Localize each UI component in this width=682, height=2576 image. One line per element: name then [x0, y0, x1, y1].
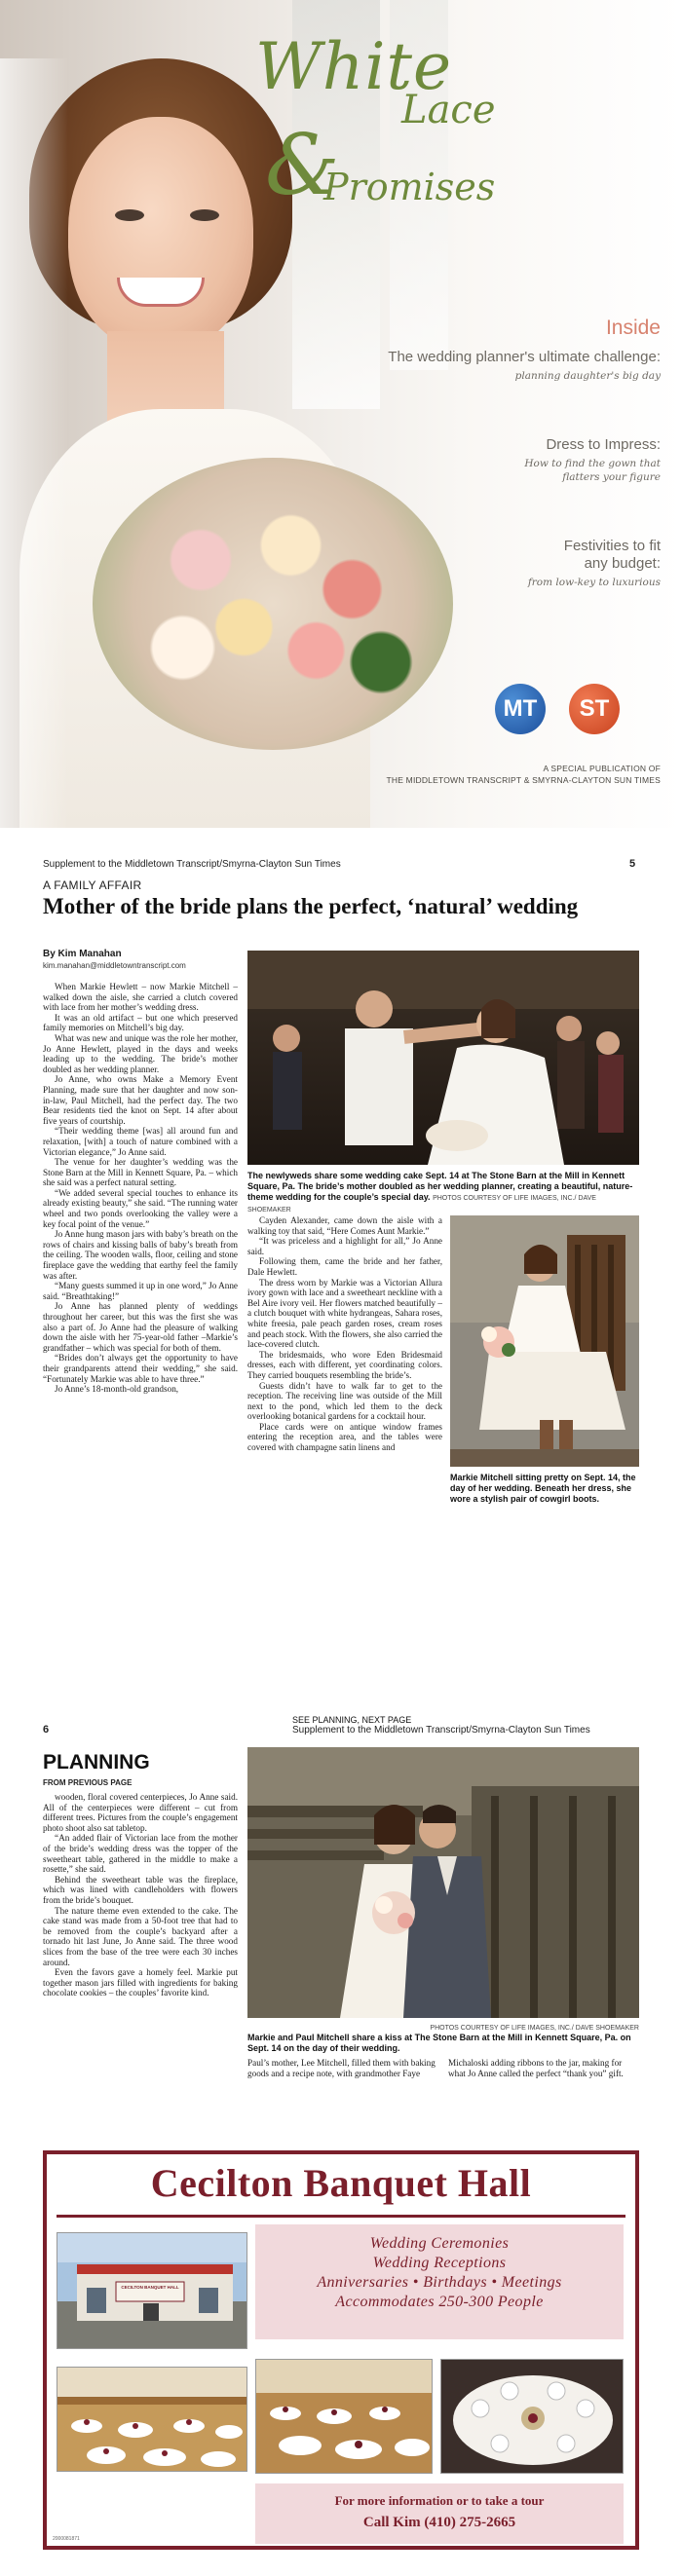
article-paragraph: “It was priceless and a highlight for all,” Jo Anne said. — [247, 1236, 442, 1256]
table-setting-photo — [440, 2359, 624, 2474]
ad-divider — [57, 2215, 625, 2218]
ad-phone[interactable]: Call Kim (410) 275-2665 — [362, 2515, 516, 2530]
article-paragraph: The dress worn by Markie was a Victorian Allura ivory gown with lace and a sweetheart neckline with a Bel Aire ivory veil. Her flowers matched beautifully – a clutch bouquet with white hydrangeas, Sahara roses, white freesia, pale peach garden roses, cream roses and peach stock. With the flowers, she also carried the lace-covered clutch. — [247, 1277, 442, 1350]
cover-blurb — [528, 538, 661, 589]
photo-caption — [247, 2033, 639, 2054]
article-paragraph: “Brides don’t always get the opportunity to have their grandparents attend their wedding,” she said. “Fortunately Markie was able to have three.” — [43, 1353, 238, 1384]
blurb-head: Festivities to fit — [563, 538, 661, 554]
caption-text: The newlyweds share some wedding cake Sept. 14 at The Stone Barn at the Mill in Kennett Square, Pa. The bride’s mother doubled as her wedding planner, creating a beautiful, nature-theme wedding for the couple’s special day. — [247, 1171, 633, 1202]
photo-caption — [247, 1171, 639, 1215]
section-title: PLANNING — [43, 1751, 150, 1773]
blurb-sub: planning daughter's big day — [514, 370, 661, 382]
table-setting-image — [441, 2360, 624, 2474]
article-paragraph: The bridesmaids, who wore Eden Bridesmaid dresses, each with different, yet coordinating colors. They carried bouquets resembling the bride’s. — [247, 1349, 442, 1380]
cecilton-banquet-hall-ad — [43, 2150, 639, 2550]
article-column-1 — [43, 1792, 238, 2113]
building-image — [57, 2233, 247, 2349]
article-column-2 — [247, 2058, 438, 2078]
article-paragraph: Behind the sweetheart table was the fireplace, which was lined with candleholders with flowers from the bride’s bouquet. — [43, 1874, 238, 1905]
publisher-credit — [387, 763, 662, 786]
bridal-bouquet — [93, 458, 453, 750]
ad-service-line: Anniversaries • Birthdays • Meetings — [317, 2274, 562, 2291]
article-paragraph: The venue for her daughter’s wedding was the Stone Barn at the Mill in Kennett Square, Pa. – which she said was a perfect natural setting. — [43, 1157, 238, 1188]
caption-text: Markie Mitchell sitting pretty on Sept. 14, the day of her wedding. Beneath her dress, she wore a stylish pair of cowgirl boots. — [450, 1473, 636, 1504]
ad-service-line: Accommodates 250-300 People — [335, 2294, 544, 2310]
title-white: White — [255, 29, 453, 104]
article-column-3 — [448, 2058, 639, 2078]
ad-service-line: Wedding Receptions — [372, 2255, 507, 2271]
title-ampersand: & — [265, 117, 340, 214]
title-lace: Lace — [401, 88, 496, 132]
bride-seated-image — [450, 1215, 639, 1467]
banquet-hall-building-photo — [57, 2232, 247, 2349]
article-paragraph: wooden, floral covered centerpieces, Jo Anne said. All of the centerpieces were different – cut from different trees. Pictures from the couple’s engagement photo shoot also sat tabletop. — [43, 1792, 238, 1833]
column-text: Michaloski adding ribbons to the jar, making for what Jo Anne called the perfect “thank you” gift. — [448, 2058, 624, 2078]
article-paragraph: It was an old artifact – but one which preserved family memories on Mitchell’s big day. — [43, 1012, 238, 1033]
ad-contact-box — [255, 2483, 624, 2544]
article-paragraph: Guests didn’t have to walk far to get to the reception. The receiving line was outside of the Mill next to the pond, which led them to the deck overlooking botanical gardens for a cocktail hour. — [247, 1380, 442, 1422]
running-head: Supplement to the Middletown Transcript/Smyrna-Clayton Sun Times — [292, 1725, 590, 1736]
photo-credit: PHOTOS COURTESY OF LIFE IMAGES, INC./ DAVE SHOEMAKER — [247, 1195, 596, 1213]
article-paragraph: Jo Anne has planned plenty of weddings throughout her career, but this was the first she was also a part of. Jo Anne had the pleasure of walking down the aisle with her 75-year-old father –Markie’s grandfather – which was special for both of them. — [43, 1301, 238, 1353]
cake-cutting-image — [247, 951, 639, 1165]
article-paragraph: Cayden Alexander, came down the aisle with a walking toy that said, “Here Comes Aunt Markie.” — [247, 1215, 442, 1236]
column-text: Paul’s mother, Lee Mitchell, filled them with baking goods and a recipe note, with grandmother Faye — [247, 2058, 436, 2078]
title-promises: Promises — [323, 166, 496, 208]
ad-title: Cecilton Banquet Hall — [150, 2161, 532, 2205]
photo-caption — [450, 1473, 639, 1505]
article-paragraph: Following them, came the bride and her father, Dale Hewlett. — [247, 1256, 442, 1277]
reception-room-photo — [57, 2367, 247, 2472]
page-number: 5 — [629, 858, 636, 870]
cover-title — [255, 29, 664, 243]
couple-kiss-image — [247, 1747, 639, 2018]
cover-blurb — [388, 349, 661, 383]
blurb-sub: flatters your figure — [562, 471, 661, 483]
article-column-1 — [43, 982, 238, 1732]
blurb-head: The wedding planner's ultimate challenge: — [388, 349, 661, 365]
page-number: 6 — [43, 1724, 50, 1736]
photo-credit: PHOTOS COURTESY OF LIFE IMAGES, INC./ DAVE SHOEMAKER — [430, 2025, 639, 2032]
ad-service-line: Wedding Ceremonies — [369, 2235, 510, 2252]
article-paragraph: Jo Anne’s 18-month-old grandson, — [55, 1384, 179, 1395]
blurb-sub: How to find the gown that — [524, 458, 661, 469]
article-paragraph: What was new and unique was the role her mother, Jo Anne Hewlett, played in the days and weeks leading up to the wedding. The bride’s mother doubled as her wedding planner. — [43, 1032, 238, 1074]
article-paragraph: “We added several special touches to enhance its already existing beauty,” she said. “The running water wheel and two ponds overlooking the valley were a key focal point of the venue.” — [43, 1187, 238, 1229]
bride-eye — [190, 209, 219, 221]
bride-veil — [0, 58, 68, 828]
article-paragraph: Jo Anne hung mason jars with baby’s breath on the rows of chairs and kissing balls of baby’s breath from the ceiling. The wooden walls, floor, ceiling and stone fireplace gave the wedding that earthy feel the family was after. — [43, 1229, 238, 1281]
caption-text: Markie and Paul Mitchell share a kiss at The Stone Barn at the Mill in Kennett Square, Pa. on Sept. 14 on the day of their wedding. — [247, 2033, 631, 2053]
blurb-head: Dress to Impress: — [546, 436, 661, 453]
building-sign: CECILTON BANQUET HALL — [121, 2285, 179, 2290]
article-paragraph: Place cards were on antique window frames entering the reception area, and the tables were covered with champagne satin linens and — [247, 1421, 442, 1453]
article-headline: Mother of the bride plans the perfect, ‘natural’ wedding — [43, 894, 579, 918]
banquet-room-image — [256, 2360, 433, 2474]
publisher-line: A SPECIAL PUBLICATION OF — [543, 764, 661, 773]
article-paragraph: Jo Anne, who owns Make a Memory Event Planning, made sure that her daughter and now son-in-law, Paul Mitchell, had the perfect day. The two Bear residents tied the knot on Sept. 14 after about five years of courtship. — [43, 1074, 238, 1126]
magazine-cover — [0, 0, 682, 828]
publisher-line: THE MIDDLETOWN TRANSCRIPT & SMYRNA-CLAYTON SUN TIMES — [386, 775, 661, 785]
jump-line[interactable]: SEE PLANNING, NEXT PAGE — [292, 1715, 412, 1725]
cake-cutting-photo — [247, 951, 639, 1165]
bride-eye — [115, 209, 144, 221]
running-head: Supplement to the Middletown Transcript/Smyrna-Clayton Sun Times — [43, 859, 341, 870]
article-paragraph: Even the favors gave a homely feel. Markie put together mason jars filled with ingredients for baking chocolate cookies – the couples’ favorite kind. — [43, 1967, 238, 1998]
article-paragraph: When Markie Hewlett – now Markie Mitchell – walked down the aisle, she carried a clutch covered with lace from her mother’s wedding dress. — [43, 982, 238, 1013]
article-paragraph: “Many guests summed it up in one word,” Jo Anne said. “Breathtaking!” — [43, 1281, 238, 1301]
ad-code: 2000081871 — [53, 2536, 80, 2542]
banquet-room-photo — [255, 2359, 433, 2474]
article-paragraph: “An added flair of Victorian lace from the mother of the bride’s wedding dress was the topper of the sweetheart table, gathered in the middle to make a rosette,” she said. — [43, 1833, 238, 1875]
blurb-head: any budget: — [584, 555, 661, 572]
reception-room-image — [57, 2368, 247, 2472]
byline: By Kim Manahan — [43, 949, 122, 959]
couple-kiss-photo — [247, 1747, 639, 2018]
ad-services-box — [255, 2224, 624, 2339]
article-paragraph: The nature theme even extended to the cake. The cake stand was made from a 50-foot tree that had to be removed from the couple’s backyard after a tornado hit last June, Jo Anne said. The three wood slices from the base of the tree were each 30 inches around. — [43, 1905, 238, 1967]
author-email[interactable]: kim.manahan@middletowntranscript.com — [43, 961, 186, 970]
cover-blurb — [524, 436, 661, 484]
bride-cowgirl-boots-photo — [450, 1215, 639, 1467]
article-page-5 — [0, 855, 682, 1736]
blurb-sub: from low-key to luxurious — [527, 577, 661, 588]
article-kicker: A FAMILY AFFAIR — [43, 878, 142, 892]
section-subtitle: FROM PREVIOUS PAGE — [43, 1778, 133, 1787]
ad-contact-line: For more information or to take a tour — [334, 2493, 545, 2508]
sun-times-logo: ST — [569, 684, 620, 734]
article-column-2 — [247, 1215, 442, 1712]
bride-face — [68, 117, 253, 351]
middletown-transcript-logo: MT — [495, 684, 546, 734]
inside-label: Inside — [605, 317, 661, 339]
article-paragraph: “Their wedding theme [was] all around fun and relaxation, [with] a touch of nature combined with a Victorian elegance,” Jo Anne said. — [43, 1126, 238, 1157]
